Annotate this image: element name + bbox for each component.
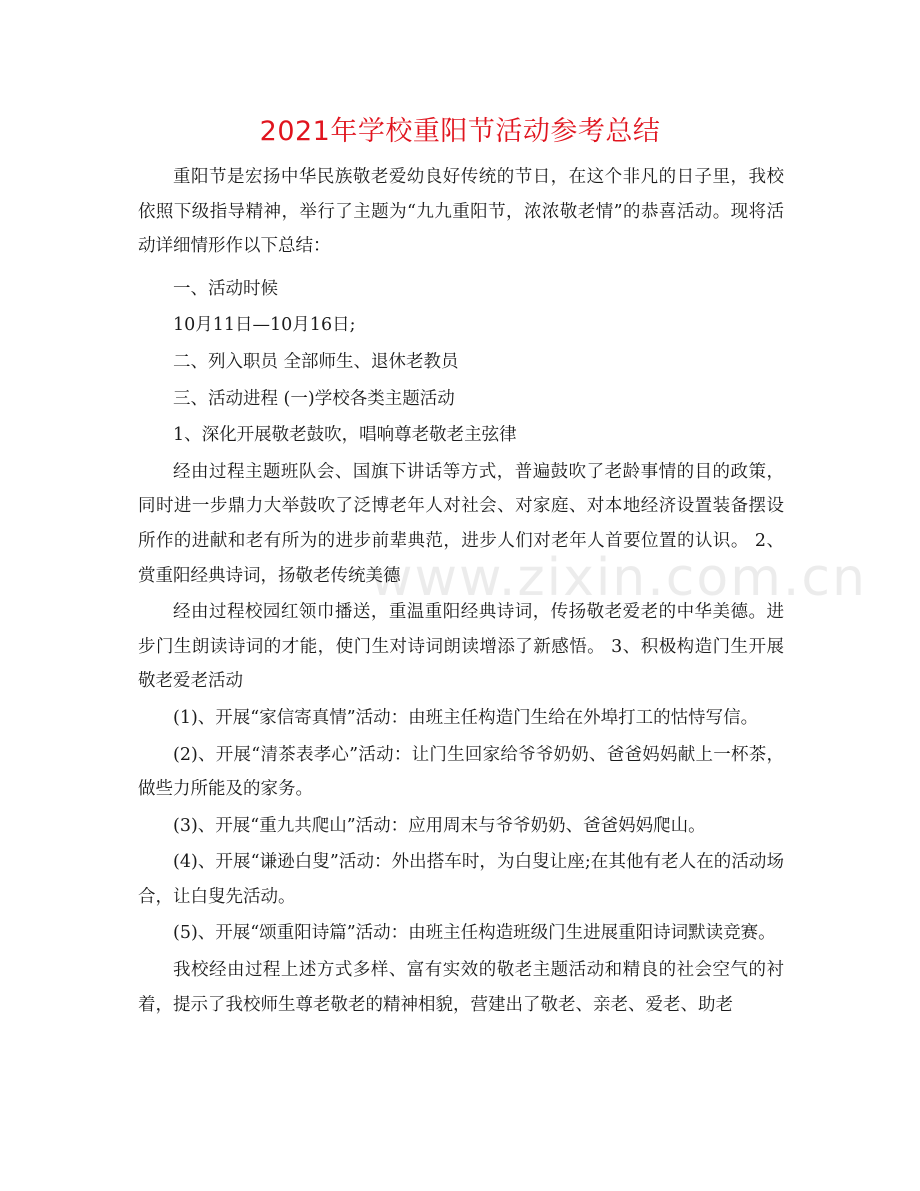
list-item-activity-1: (1)、开展“家信寄真情”活动：由班主任构造门生给在外埠打工的怙恃写信。 [173, 707, 759, 728]
subsection-heading-promotion: 1、深化开展敬老鼓吹，唱响尊老敬老主弦律 [173, 425, 517, 446]
watermark: www.zixin.com.cn [370, 548, 867, 608]
list-item-activity-5: (5)、开展“颂重阳诗篇”活动：由班主任构造班级门生进展重阳诗词默读竞赛。 [173, 923, 776, 944]
paragraph-poetry: 经由过程校园红领巾播送，重温重阳经典诗词，传扬敬老爱老的中华美德。进步门生朗读诗词的才能，使门生对诗词朗读增添了新感悟。 3、积极构造门生开展敬老爱老活动 [138, 602, 784, 692]
document-title: 2021年学校重阳节活动参考总结 [259, 116, 661, 147]
paragraph-dates: 10月11日—10月16日; [173, 315, 356, 336]
paragraph-intro: 重阳节是宏扬中华民族敬老爱幼良好传统的节日，在这个非凡的日子里，我校依照下级指导精神，举行了主题为“九九重阳节，浓浓敬老情”的恭喜活动。现将活动详细情形作以下总结： [138, 167, 784, 257]
section-heading-process: 三、活动进程 (一)学校各类主题活动 [173, 388, 455, 409]
paragraph-promotion: 经由过程主题班队会、国旗下讲话等方式，普遍鼓吹了老龄事情的目的政策，同时进一步鼎力大举鼓吹了泛博老年人对社会、对家庭、对本地经济设置装备摆设所作的进献和老有所为的进步前辈典范，进步人们对老年人首要位置的认识。 2、赏重阳经典诗词，扬敬老传统美德 [138, 461, 784, 586]
list-item-activity-2: (2)、开展“清茶表孝心”活动：让门生回家给爷爷奶奶、爸爸妈妈献上一杯茶，做些力所能及的家务。 [138, 744, 784, 800]
section-heading-time: 一、活动时候 [173, 278, 278, 299]
document-body [138, 160, 784, 1022]
section-heading-participants: 二、列入职员 全部师生、退休老教员 [173, 351, 459, 372]
list-item-activity-4: (4)、开展“谦逊白叟”活动：外出搭车时，为白叟让座;在其他有老人在的活动场合，让白叟先活动。 [138, 852, 784, 907]
paragraph-conclusion: 我校经由过程上述方式多样、富有实效的敬老主题活动和精良的社会空气的衬着，提示了我校师生尊老敬老的精神相貌，营建出了敬老、亲老、爱老、助老 [138, 960, 784, 1015]
list-item-activity-3: (3)、开展“重九共爬山”活动：应用周末与爷爷奶奶、爸爸妈妈爬山。 [173, 815, 706, 836]
